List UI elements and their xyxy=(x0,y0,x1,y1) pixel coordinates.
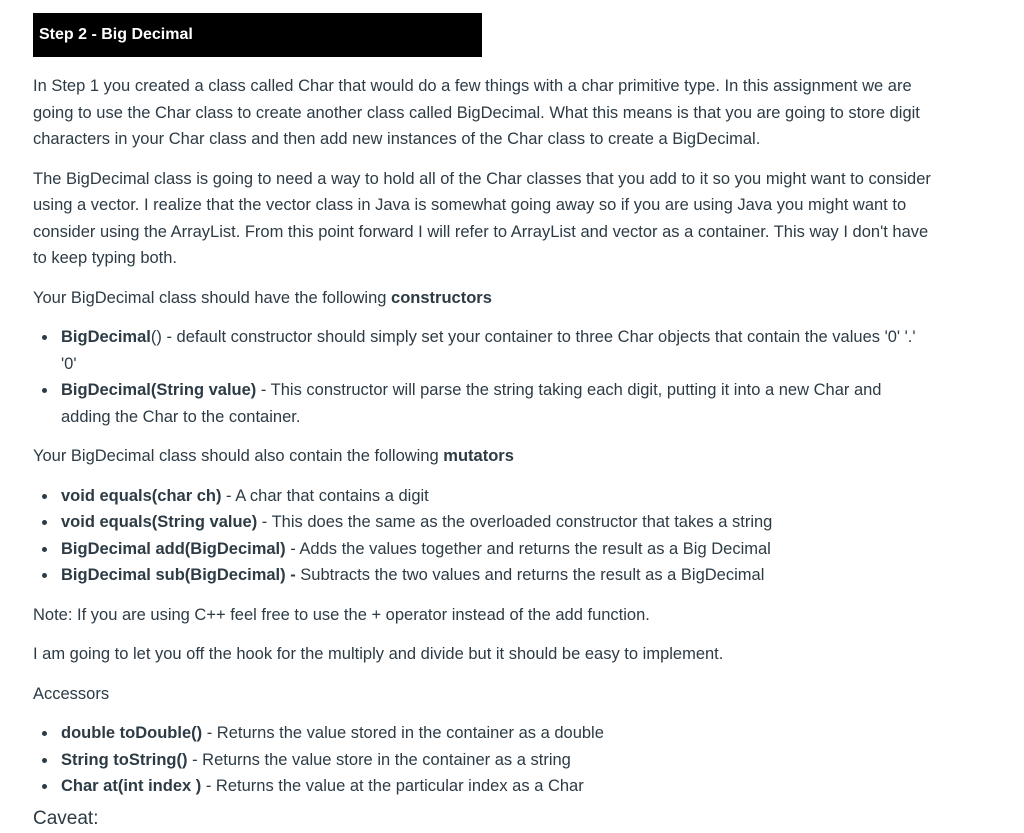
accessors-heading: Accessors xyxy=(33,684,110,703)
accessor-name: double toDouble() xyxy=(61,724,203,742)
container-paragraph: The BigDecimal class is going to need a way to hold all of the Char classes that you add to it so you might want to consider using a vector. I realize that the vector class in Java is somewhat going away so if you are using Java you might want to consider using the ArrayList. From this point forward I will refer to ArrayList and vector as a container. This way I don't have to keep typing both. xyxy=(33,169,931,267)
list-item xyxy=(61,747,933,774)
list-item xyxy=(61,483,933,510)
constructor-desc: - default constructor should simply set your container to three Char objects that contain the values '0' '.' '0' xyxy=(61,328,916,373)
hook-paragraph: I am going to let you off the hook for the multiply and divide but it should be easy to implement. xyxy=(33,645,724,663)
constructors-keyword: constructors xyxy=(391,288,492,307)
mutator-name: void equals(char ch) xyxy=(61,486,222,505)
step-title: Step 2 - Big Decimal xyxy=(39,26,193,43)
constructors-intro xyxy=(33,285,933,312)
mutators-list xyxy=(33,483,933,589)
constructor-desc: - This constructor will parse the string taking each digit, putting it into a new Char and adding the Char to the container. xyxy=(61,381,882,426)
accessors-list xyxy=(33,720,933,800)
assignment-content xyxy=(33,13,933,832)
constructor-suffix: () xyxy=(150,328,162,346)
list-item xyxy=(61,562,933,589)
mutator-desc: Subtracts the two values and returns the result as a BigDecimal xyxy=(295,566,765,584)
list-item xyxy=(61,536,933,563)
list-item xyxy=(61,720,933,747)
mutator-name: BigDecimal add(BigDecimal) xyxy=(61,539,286,558)
accessor-desc: - Returns the value stored in the container as a double xyxy=(202,724,604,742)
accessor-name: Char at(int index ) xyxy=(61,777,202,795)
accessor-name: String toString() xyxy=(61,750,188,769)
mutator-desc: - This does the same as the overloaded constructor that takes a string xyxy=(257,513,773,531)
list-item xyxy=(61,324,933,377)
accessor-desc: - Returns the value store in the container as a string xyxy=(187,750,571,769)
caveat-heading: Caveat: xyxy=(33,807,99,829)
list-item xyxy=(61,773,933,800)
constructors-lead: Your BigDecimal class should have the following xyxy=(33,288,392,307)
note-paragraph: Note: If you are using C++ feel free to use the + operator instead of the add function. xyxy=(33,605,650,624)
list-item xyxy=(61,377,933,430)
mutator-desc: - A char that contains a digit xyxy=(221,486,429,505)
constructor-name: BigDecimal xyxy=(61,328,151,346)
constructors-list xyxy=(33,324,933,430)
mutator-desc: - Adds the values together and returns the result as a Big Decimal xyxy=(285,539,771,558)
mutators-intro xyxy=(33,443,933,470)
mutator-name: BigDecimal sub(BigDecimal) - xyxy=(61,566,296,584)
step-banner xyxy=(33,13,482,57)
accessor-desc: - Returns the value at the particular index as a Char xyxy=(201,777,584,795)
constructor-name: BigDecimal(String value) xyxy=(61,381,257,399)
mutator-name: void equals(String value) xyxy=(61,513,258,531)
intro-paragraph: In Step 1 you created a class called Char that would do a few things with a char primitive type. In this assignment we are going to use the Char class to create another class called BigDecimal. What this means is that you are going to store digit characters in your Char class and then add new instances of the Char class to create a BigDecimal. xyxy=(33,77,920,148)
mutators-lead: Your BigDecimal class should also contain the following xyxy=(33,447,444,465)
mutators-keyword: mutators xyxy=(443,447,514,465)
list-item xyxy=(61,509,933,536)
